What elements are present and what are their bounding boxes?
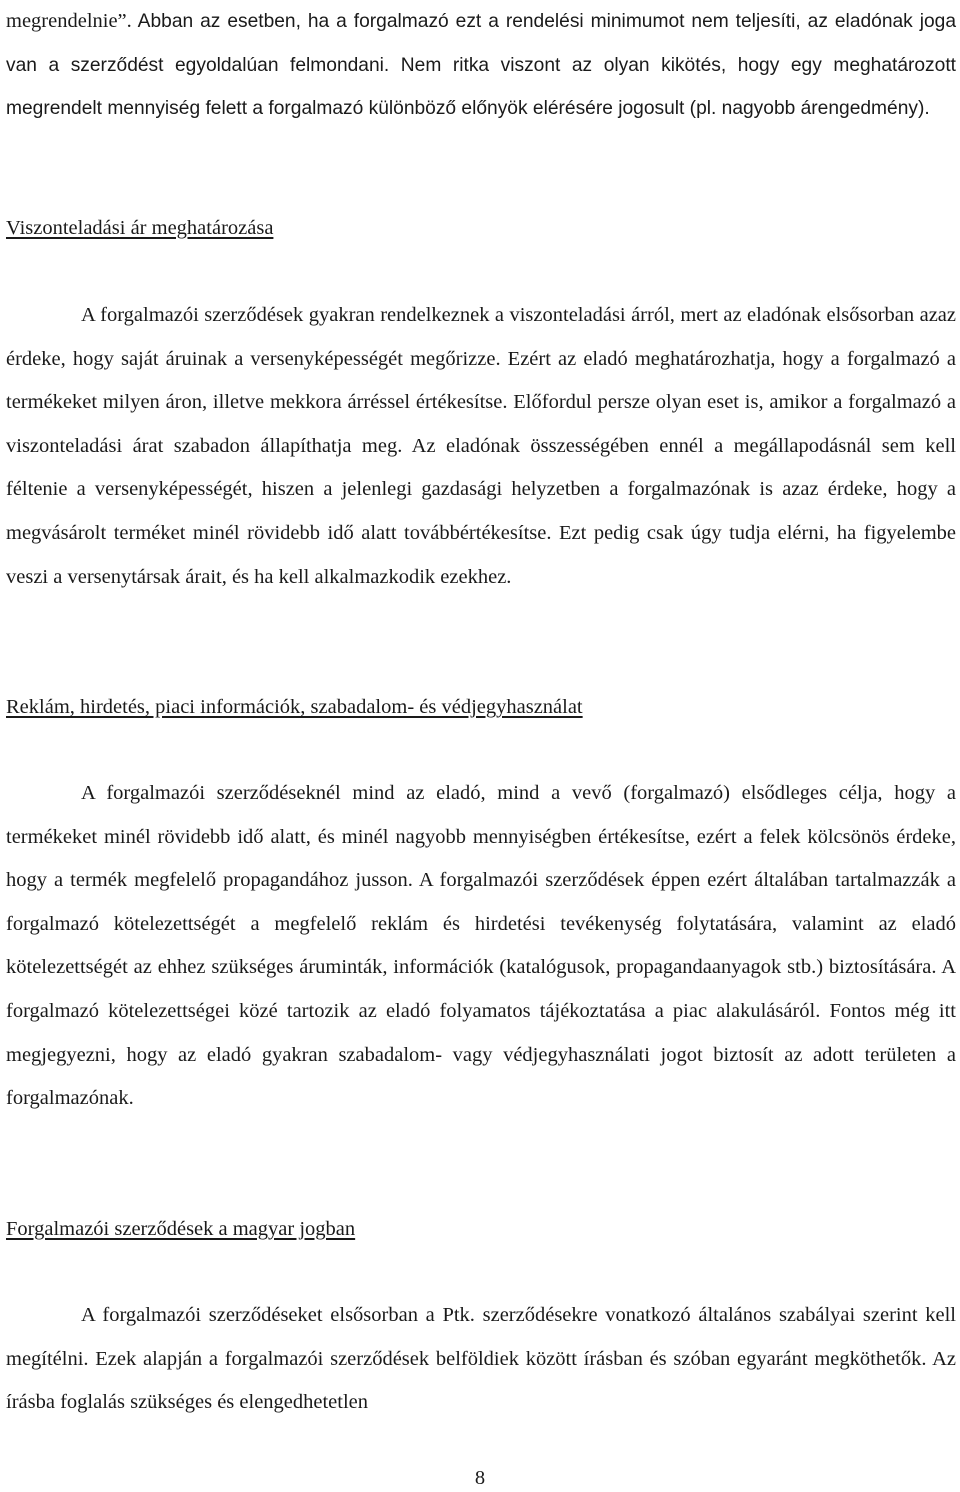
intro-serif-start: megrendelnie”.	[6, 10, 132, 32]
section-heading-resale-price: Viszonteladási ár meghatározása	[6, 217, 274, 239]
intro-paragraph	[6, 0, 956, 131]
intro-sans-text: Abban az esetben, ha a forgalmazó ezt a rendelési minimumot nem teljesíti, az eladónak joga van a szerződést egyoldalúan felmondani. Nem ritka viszont az olyan kikötés, hogy egy meghatározott megrendelt mennyiség felett a forgalmazó különböző előnyök elérésére jogosult (pl. nagyobb árengedmény).	[6, 11, 956, 120]
section-body-resale-price: A forgalmazói szerződések gyakran rendelkeznek a viszonteladási árról, mert az eladónak elsősorban azaz érdeke, hogy saját áruinak a versenyképességét megőrizze. Ezért az eladó meghatározhatja, hogy a forgalmazó a termékeket milyen áron, illetve mekkora árréssel értékesítse. Előfordul persze olyan eset is, amikor a forgalmazó a viszonteladási árat szabadon állapíthatja meg. Az eladónak összességében ennél a megállapodásnál sem kell féltenie a versenyképességét, hiszen a jelenlegi gazdasági helyzetben a forgalmazónak is azaz érdeke, hogy a megvásárolt terméket minél rövidebb idő alatt továbbértékesítse. Ezt pedig csak úgy tudja elérni, ha figyelembe veszi a versenytársak árait, és ha kell alkalmazkodik ezekhez.	[6, 304, 956, 588]
section-body-hungarian-law: A forgalmazói szerződéseket elsősorban a Ptk. szerződésekre vonatkozó általános szabályai szerint kell megítélni. Ezek alapján a forgalmazói szerződések belföldiek között írásban és szóban egyaránt megköthetők. Az írásba foglalás szükséges és elengedhetetlen	[6, 1304, 956, 1414]
page-number: 8	[474, 1467, 486, 1489]
section-heading-hungarian-law: Forgalmazói szerződések a magyar jogban	[6, 1218, 356, 1240]
section-body-advertising: A forgalmazói szerződéseknél mind az eladó, mind a vevő (forgalmazó) elsődleges célja, hogy a termékeket minél rövidebb idő alatt, és minél nagyobb mennyiségben értékesítse, ezért a felek kölcsönös érdeke, hogy a termék megfelelő propagandához jusson. A forgalmazói szerződések éppen ezért általában tartalmazzák a forgalmazó kötelezettségét a megfelelő reklám és hirdetési tevékenység folytatására, valamint az eladó kötelezettségét az ehhez szükséges áruminták, információk (katalógusok, propagandaanyagok stb.) biztosítására. A forgalmazó kötelezettségei közé tartozik az eladó folyamatos tájékoztatása a piac alakulásáról. Fontos még itt megjegyezni, hogy az eladó gyakran szabadalom- vagy védjegyhasználati jogot biztosít az adott területen a forgalmazónak.	[6, 782, 956, 1110]
section-heading-advertising: Reklám, hirdetés, piaci információk, szabadalom- és védjegyhasználat	[6, 696, 583, 718]
